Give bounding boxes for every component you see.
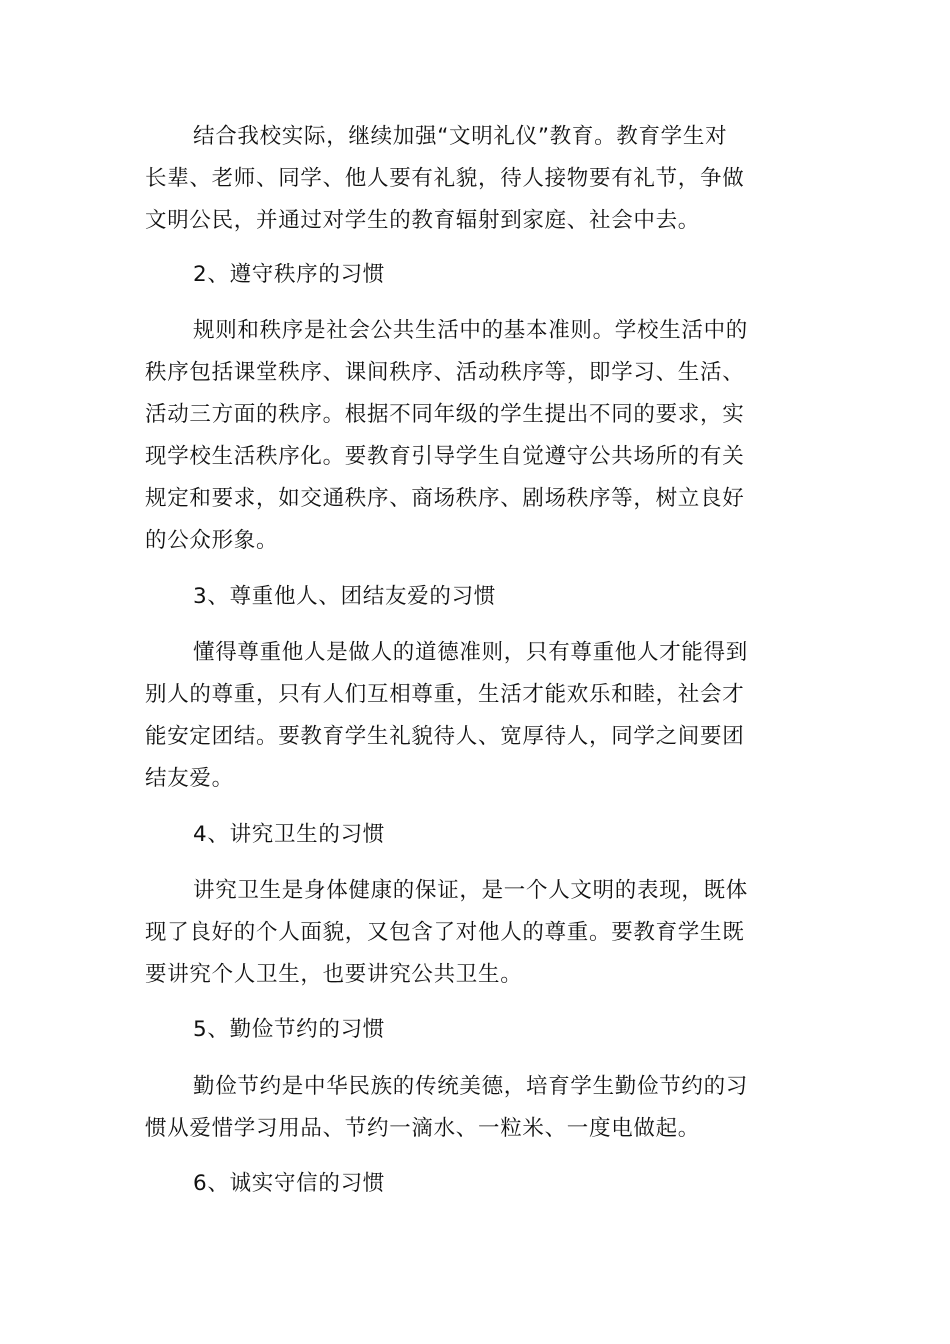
text-line: 别人的尊重，只有人们互相尊重，生活才能欢乐和睦，社会才 xyxy=(145,682,745,707)
text-line: 规则和秩序是社会公共生活中的基本准则。学校生活中的 xyxy=(193,318,749,343)
heading-honesty: 6、诚实守信的习惯 xyxy=(193,1171,385,1196)
paragraph-respect-others xyxy=(145,632,805,800)
text-line: 现了良好的个人面貌，又包含了对他人的尊重。要教育学生既 xyxy=(145,920,745,945)
text-line: 惯从爱惜学习用品、节约一滴水、一粒米、一度电做起。 xyxy=(145,1116,701,1141)
text-line: 长辈、老师、同学、他人要有礼貌，待人接物要有礼节，争做 xyxy=(145,166,745,191)
text-line: 要讲究个人卫生，也要讲究公共卫生。 xyxy=(145,962,523,987)
paragraph-hygiene xyxy=(145,870,805,996)
text-line: 结合我校实际，继续加强“文明礼仪”教育。教育学生对 xyxy=(193,124,728,149)
heading-respect-others: 3、尊重他人、团结友爱的习惯 xyxy=(193,584,496,609)
text-line: 秩序包括课堂秩序、课间秩序、活动秩序等，即学习、生活、 xyxy=(145,360,745,385)
text-line: 勤俭节约是中华民族的传统美德，培育学生勤俭节约的习 xyxy=(193,1074,749,1099)
paragraph-observe-order xyxy=(145,310,805,562)
text-line: 现学校生活秩序化。要教育引导学生自觉遵守公共场所的有关 xyxy=(145,444,745,469)
text-line: 讲究卫生是身体健康的保证，是一个人文明的表现，既体 xyxy=(193,878,749,903)
text-line: 的公众形象。 xyxy=(145,528,279,553)
paragraph-thrift xyxy=(145,1066,805,1150)
heading-hygiene: 4、讲究卫生的习惯 xyxy=(193,822,385,847)
text-line: 懂得尊重他人是做人的道德准则，只有尊重他人才能得到 xyxy=(193,640,749,665)
heading-observe-order: 2、遵守秩序的习惯 xyxy=(193,262,385,287)
document-page xyxy=(145,0,805,1344)
text-line: 结友爱。 xyxy=(145,766,234,791)
text-line: 规定和要求，如交通秩序、商场秩序、剧场秩序等，树立良好 xyxy=(145,486,745,511)
paragraph-civility-etiquette xyxy=(145,116,805,242)
text-line: 文明公民，并通过对学生的教育辐射到家庭、社会中去。 xyxy=(145,208,701,233)
heading-thrift: 5、勤俭节约的习惯 xyxy=(193,1017,385,1042)
text-line: 活动三方面的秩序。根据不同年级的学生提出不同的要求，实 xyxy=(145,402,745,427)
text-line: 能安定团结。要教育学生礼貌待人、宽厚待人，同学之间要团 xyxy=(145,724,745,749)
